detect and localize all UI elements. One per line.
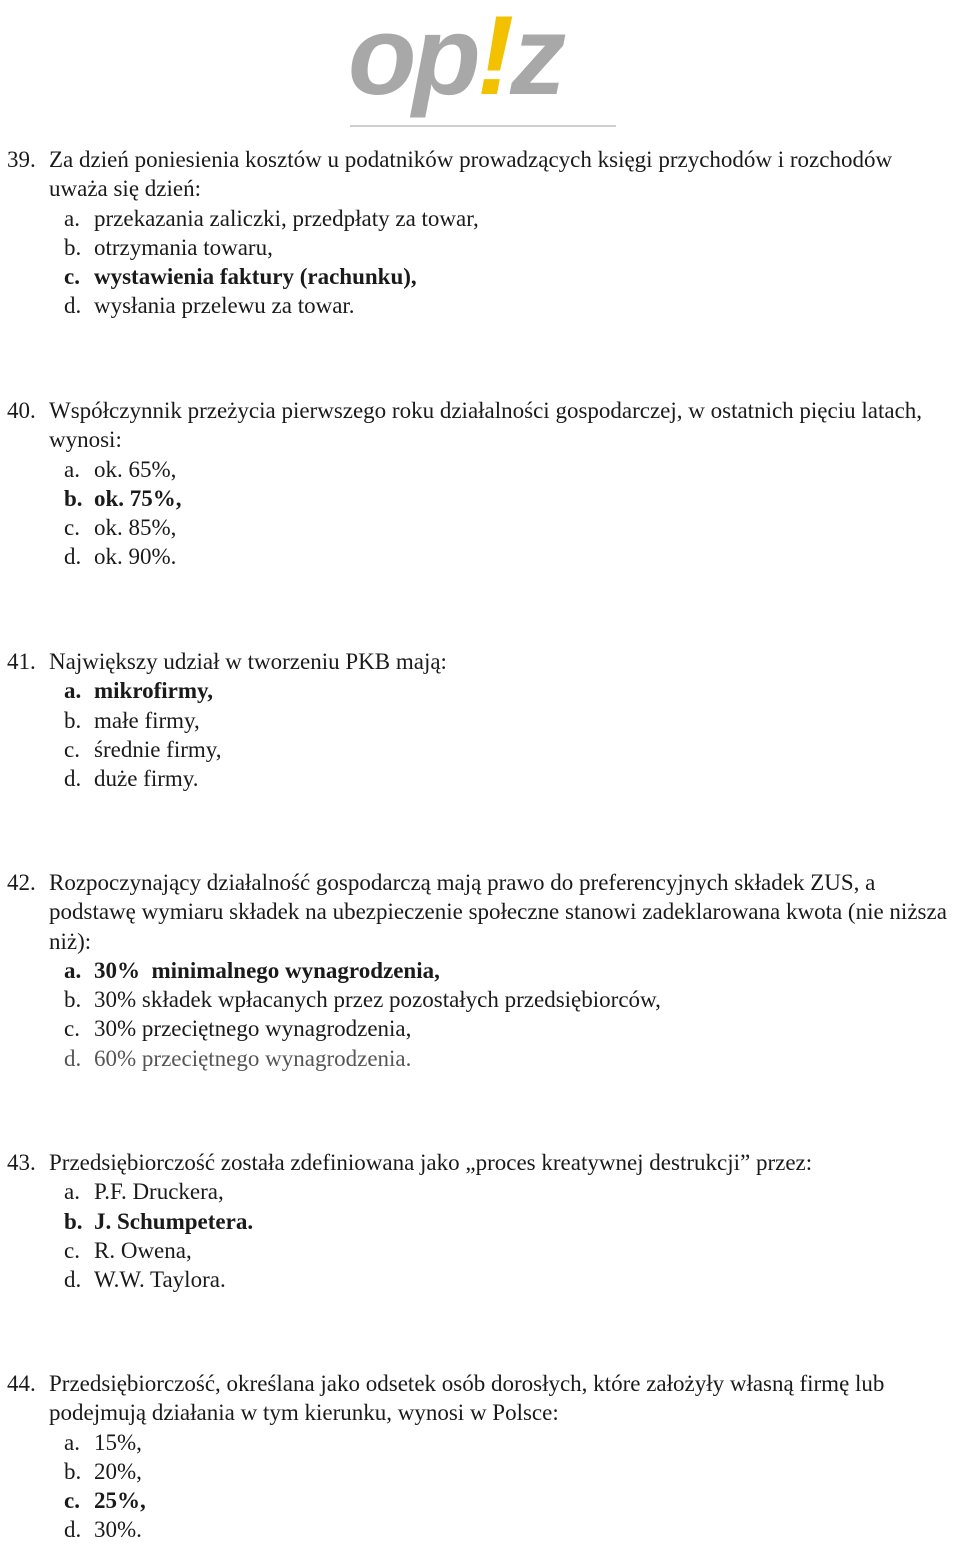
answer-option-a-correct: a. 30% minimalnego wynagrodzenia, xyxy=(64,957,440,983)
question-43 xyxy=(0,1148,960,1294)
answer-option-d: d. 60% przeciętnego wynagrodzenia. xyxy=(64,1045,412,1071)
question-number: 40. xyxy=(7,398,36,423)
question-stem xyxy=(0,396,960,455)
question-stem xyxy=(0,868,960,956)
answer-option-d: d. ok. 90%. xyxy=(64,544,177,570)
question-41 xyxy=(0,647,960,793)
question-text: Przedsiębiorczość została zdefiniowana jako „proces kreatywnej destrukcji” przez: xyxy=(49,1150,813,1175)
answer-option-d: d. 30%. xyxy=(64,1517,142,1543)
answer-option-d: d. wysłania przelewu za towar. xyxy=(64,293,355,319)
answer-option-b: b. 30% składek wpłacanych przez pozostałych przedsiębiorców, xyxy=(64,987,661,1013)
question-42 xyxy=(0,868,960,1073)
question-stem xyxy=(0,145,960,204)
question-number: 41. xyxy=(7,649,36,674)
question-text: Największy udział w tworzeniu PKB mają: xyxy=(49,649,447,674)
answer-option-a: a. przekazania zaliczki, przedpłaty za towar, xyxy=(64,205,479,231)
answer-option-c: c. R. Owena, xyxy=(64,1237,192,1263)
question-text: Rozpoczynający działalność gospodarczą mają prawo do preferencyjnych składek ZUS, a podstawę wymiaru składek na ubezpieczenie społeczne stanowi zadeklarowana kwota (nie niższa niż): xyxy=(49,870,947,954)
answer-option-c: c. ok. 85%, xyxy=(64,515,177,541)
question-40 xyxy=(0,396,960,572)
logo-underline xyxy=(350,125,616,127)
answer-option-b: b. otrzymania towaru, xyxy=(64,234,273,260)
answer-option-c-correct: c. wystawienia faktury (rachunku), xyxy=(64,264,417,290)
answer-option-d: d. W.W. Taylora. xyxy=(64,1267,226,1293)
question-stem xyxy=(0,1148,960,1177)
logo-part-z: z xyxy=(510,0,563,118)
logo-part-exclamation: ! xyxy=(476,0,511,118)
answer-option-a: a. P.F. Druckera, xyxy=(64,1179,224,1205)
answer-option-c-correct: c. 25%, xyxy=(64,1488,146,1514)
answer-option-b: b. małe firmy, xyxy=(64,707,200,733)
answer-option-a-correct: a. mikrofirmy, xyxy=(64,678,214,704)
answer-option-b-correct: b. ok. 75%, xyxy=(64,485,182,511)
question-stem xyxy=(0,647,960,676)
question-39 xyxy=(0,145,960,321)
answer-option-c: c. 30% przeciętnego wynagrodzenia, xyxy=(64,1016,412,1042)
answer-option-b-correct: b. J. Schumpetera. xyxy=(64,1208,254,1234)
answer-option-d: d. duże firmy. xyxy=(64,766,199,792)
question-number: 43. xyxy=(7,1150,36,1175)
question-text: Za dzień poniesienia kosztów u podatników prowadzących księgi przychodów i rozchodów uważa się dzień: xyxy=(49,147,893,202)
question-number: 42. xyxy=(7,870,36,895)
opiz-logo xyxy=(348,0,618,128)
answer-option-c: c. średnie firmy, xyxy=(64,736,222,762)
logo-wordmark xyxy=(348,0,562,116)
question-stem xyxy=(0,1369,960,1428)
question-text: Współczynnik przeżycia pierwszego roku działalności gospodarczej, w ostatnich pięciu latach, wynosi: xyxy=(49,398,923,453)
question-text: Przedsiębiorczość, określana jako odsetek osób dorosłych, które założyły własną firmę lub podejmują działania w tym kierunku, wynosi w Polsce: xyxy=(49,1371,885,1426)
answer-option-a: a. 15%, xyxy=(64,1429,142,1455)
answer-option-a: a. ok. 65%, xyxy=(64,456,177,482)
question-number: 44. xyxy=(7,1371,36,1396)
logo-part-op: op xyxy=(348,0,477,118)
question-44 xyxy=(0,1369,960,1545)
answer-option-b: b. 20%, xyxy=(64,1458,142,1484)
question-number: 39. xyxy=(7,147,36,172)
